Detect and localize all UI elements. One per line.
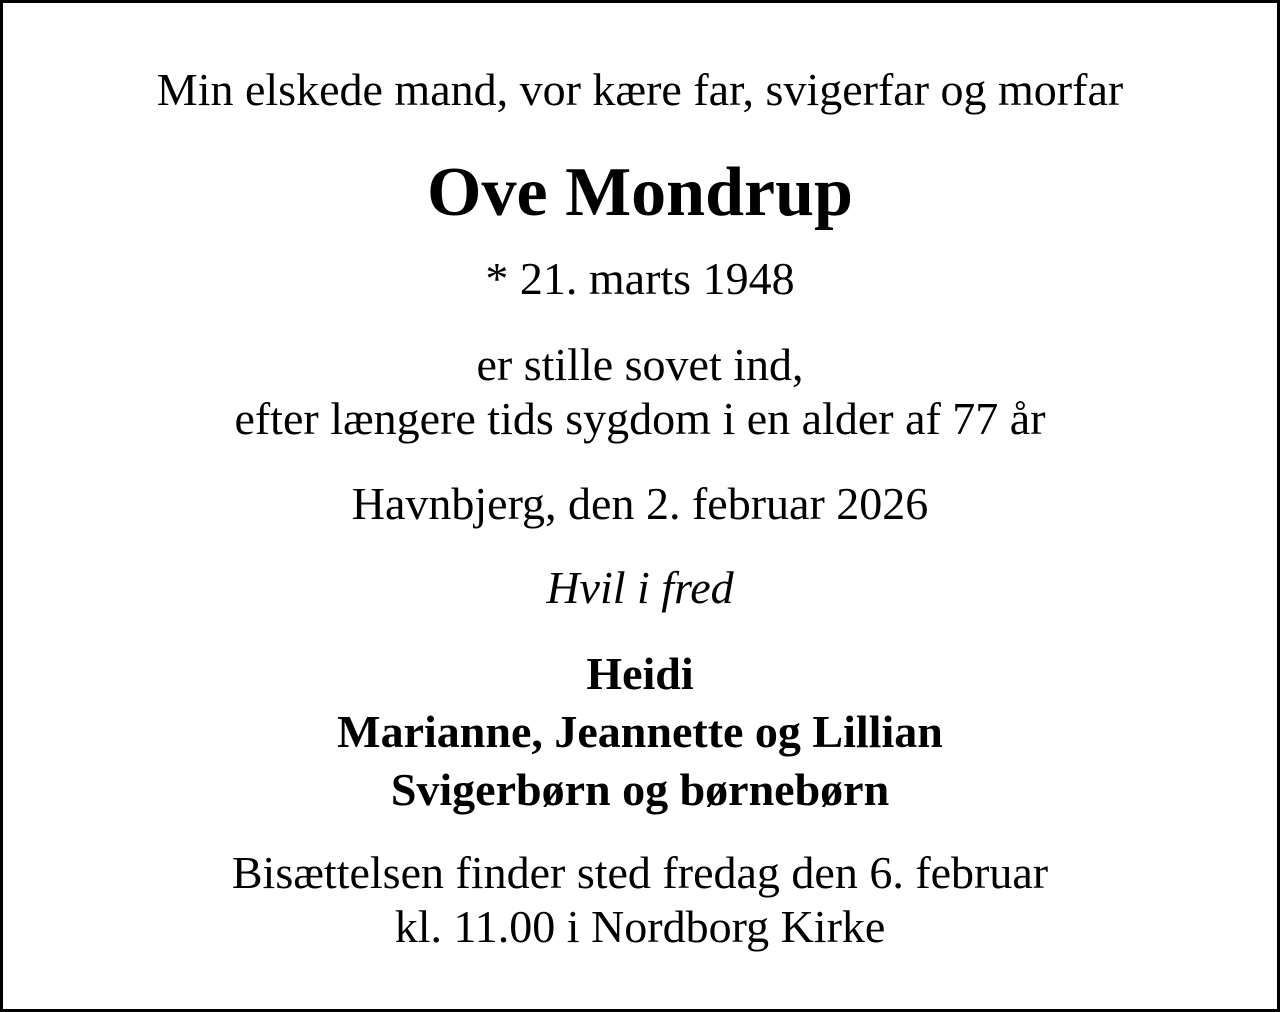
funeral-line: Bisættelsen finder sted fredag den 6. februar [231, 847, 1049, 898]
funeral-line: kl. 11.00 i Nordborg Kirke [394, 901, 886, 952]
birth-date: * 21. marts 1948 [485, 253, 795, 304]
mourner-line: Svigerbørn og børnebørn [390, 764, 890, 815]
deceased-name: Ove Mondrup [427, 154, 853, 231]
passing-line: efter længere tids sygdom i en alder af 77 år [234, 393, 1046, 444]
place-and-date: Havnbjerg, den 2. februar 2026 [351, 478, 929, 529]
passing-line: er stille sovet ind, [476, 339, 804, 390]
intro-line: Min elskede mand, vor kære far, svigerfar og morfar [156, 64, 1124, 115]
funeral-details [3, 846, 1277, 954]
passing-text [3, 338, 1277, 446]
mourners [3, 645, 1277, 819]
mourner-line: Marianne, Jeannette og Lillian [337, 706, 943, 757]
mourner-line: Heidi [586, 648, 694, 699]
rest-in-peace: Hvil i fred [546, 562, 734, 613]
